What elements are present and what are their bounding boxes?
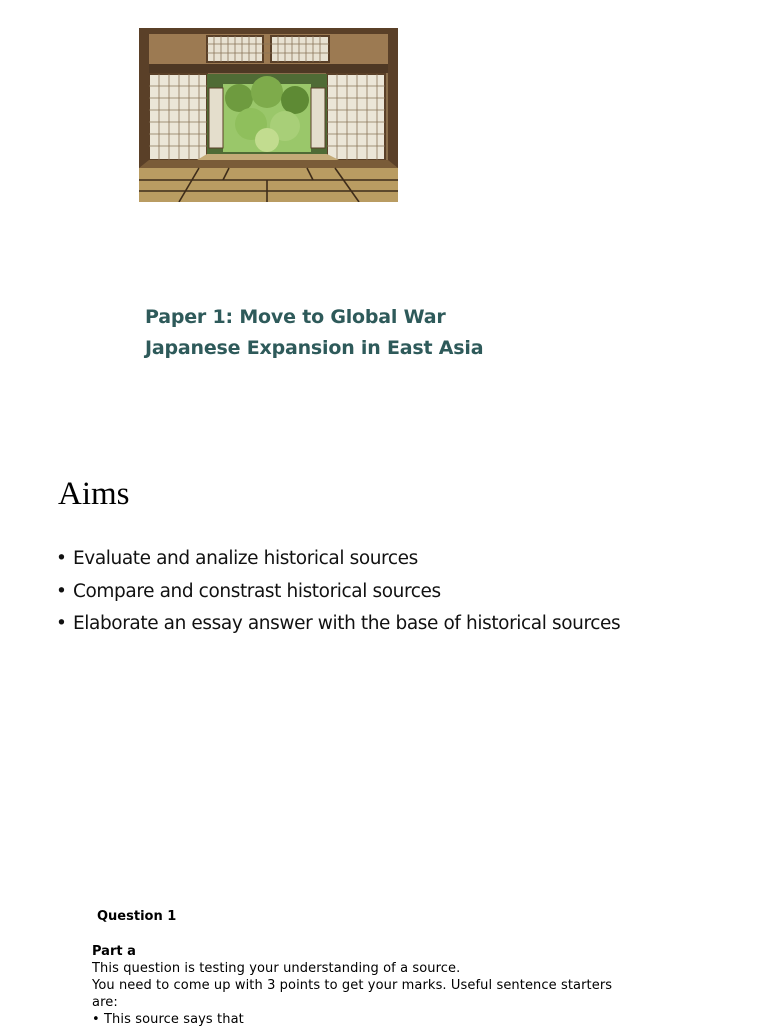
question-text-line: This question is testing your understanding of a source. (92, 961, 461, 976)
question-text-line: • This source says that (92, 1012, 244, 1027)
slide-title-line-2: Japanese Expansion in East Asia (145, 337, 484, 359)
aims-list-item (56, 613, 620, 646)
aims-list-item (56, 548, 620, 581)
question-text-line: are: (92, 995, 118, 1010)
aims-heading: Aims (58, 476, 130, 512)
slide-title-line-1: Paper 1: Move to Global War (145, 306, 446, 328)
bullet-icon: • (56, 580, 67, 602)
bullet-icon: • (56, 613, 67, 634)
bullet-icon: • (56, 548, 67, 569)
japanese-room-photo (139, 28, 398, 202)
japanese-room-illustration (139, 28, 398, 202)
question-title: Question 1 (97, 909, 177, 924)
aims-list-item (56, 581, 620, 614)
question-text-line: You need to come up with 3 points to get your marks. Useful sentence starters (92, 978, 613, 993)
aims-item-text: Evaluate and analize historical sources (73, 548, 418, 569)
part-title: Part a (92, 944, 136, 959)
aims-item-text: Compare and constrast historical sources (73, 580, 441, 602)
aims-item-text: Elaborate an essay answer with the base of historical sources (73, 613, 621, 634)
aims-list (56, 548, 620, 646)
